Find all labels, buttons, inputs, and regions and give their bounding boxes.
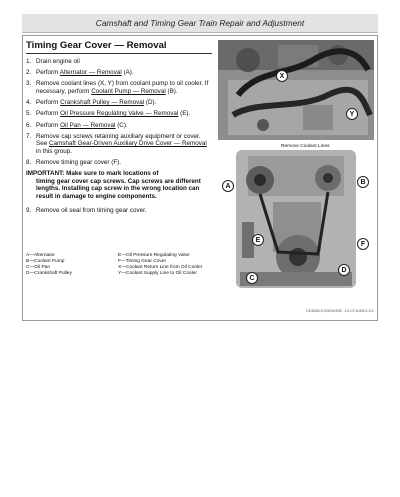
figure-legend [26, 253, 212, 277]
remove-coolant-lines-label: Remove Coolant Lines [281, 144, 330, 149]
step-text-part: (D). [144, 99, 157, 107]
header-title: Camshaft and Timing Gear Train Repair and Adjustment [95, 18, 305, 28]
important-note [26, 170, 212, 200]
step-text: Remove oil seal from timing gear cover. [36, 206, 147, 214]
procedure-column [26, 40, 212, 218]
step-text [36, 159, 212, 167]
cross-reference-link[interactable]: Alternator — Removal [59, 69, 122, 77]
step-number: 5. [26, 110, 32, 118]
figure-caption: CD52623,0000030E -19-07JUN13-1/1 [305, 308, 374, 313]
step-text-part: Remove timing gear cover (F). [36, 159, 122, 167]
step-number: 2. [26, 69, 32, 77]
step-text [36, 110, 212, 118]
callout-b: B [357, 176, 369, 188]
step-text [36, 69, 212, 77]
step-number: 1. [26, 58, 32, 65]
callout-y: Y [346, 108, 358, 120]
legend-item: F—Timing Gear Cover [118, 258, 167, 264]
engine-photo-top [218, 40, 374, 140]
engine-photo-top-drawing [218, 40, 374, 140]
legend-item: C—Oil Pan [26, 264, 50, 270]
callout-a: A [222, 180, 234, 192]
callout-c: C [246, 272, 258, 284]
section-title: Timing Gear Cover — Removal [26, 40, 212, 54]
callout-f: F [357, 238, 369, 250]
step-8 [26, 159, 212, 167]
step-text-part: Drain engine oil [36, 58, 80, 65]
engine-photo-front [218, 142, 374, 292]
step-text-part: (E). [178, 110, 191, 118]
step-3 [26, 80, 212, 95]
step-number: 9. [26, 206, 32, 214]
callout-x: X [276, 70, 288, 82]
step-text-part: (B). [165, 87, 178, 95]
step-text-part: in this group. [36, 147, 73, 155]
step-7 [26, 133, 212, 156]
legend-item: D—Crankshaft Pulley [26, 270, 72, 276]
callout-d: D [338, 264, 350, 276]
important-rest: timing gear cover cap screws. Cap screws are different lengths. Installing cap screw in the wrong location can result in damage to engine components. [36, 177, 201, 201]
step-number: 3. [26, 80, 32, 88]
legend-item: Y—Coolant Supply Line to Oil Cooler [118, 270, 197, 276]
step-6 [26, 122, 212, 130]
step-text [36, 122, 212, 130]
steps-list [26, 58, 212, 167]
step-5 [26, 110, 212, 118]
legend-right-col [118, 253, 214, 277]
step-number: 7. [26, 132, 32, 140]
step-text-part: Perform [36, 110, 61, 118]
callout-e: E [252, 234, 264, 246]
legend-item: X—Coolant Return Line from Oil Cooler [118, 264, 203, 270]
important-first: Make sure to mark locations of [66, 170, 159, 178]
step-text-part: (A). [121, 69, 134, 77]
step-text-part: Perform [36, 121, 61, 129]
page-header [22, 14, 378, 33]
cross-reference-link[interactable]: Crankshaft Pulley — Removal [60, 99, 145, 107]
step-text [36, 58, 212, 66]
step-text [36, 133, 212, 156]
legend-item: B—Coolant Pump [26, 258, 65, 264]
step-text [36, 80, 212, 95]
step-text [36, 99, 212, 107]
step-number: 4. [26, 99, 32, 107]
legend-left-col [26, 253, 116, 277]
important-label: IMPORTANT: [26, 170, 65, 178]
step-2 [26, 69, 212, 77]
cross-reference-link[interactable]: Oil Pan — Removal [60, 121, 116, 129]
step-text-part: Remove cap screws retaining auxiliary equipment or cover. See [36, 132, 201, 148]
cross-reference-link[interactable]: Camshaft Gear-Driven Auxiliary Drive Cover — Removal [48, 140, 207, 148]
step-1 [26, 58, 212, 66]
step-4 [26, 99, 212, 107]
step-text-part: Perform [36, 69, 60, 77]
legend-item: E—Oil Pressure Regulating Valve [118, 253, 190, 258]
legend-item: A—Alternator [26, 253, 55, 258]
cross-reference-link[interactable]: Oil Pressure Regulating Valve — Removal [60, 110, 179, 118]
step-text-part: Remove coolant lines (X, Y) from coolant pump to oil cooler. If necessary, perform [36, 80, 209, 95]
engine-photo-front-drawing [218, 142, 374, 292]
step-number: 6. [26, 121, 32, 129]
step-text-part: Perform [36, 99, 61, 107]
step-number: 8. [26, 159, 32, 167]
cross-reference-link[interactable]: Coolant Pump — Removal [91, 87, 166, 95]
step-text-part: (C). [115, 121, 128, 129]
step-9 [26, 207, 212, 215]
